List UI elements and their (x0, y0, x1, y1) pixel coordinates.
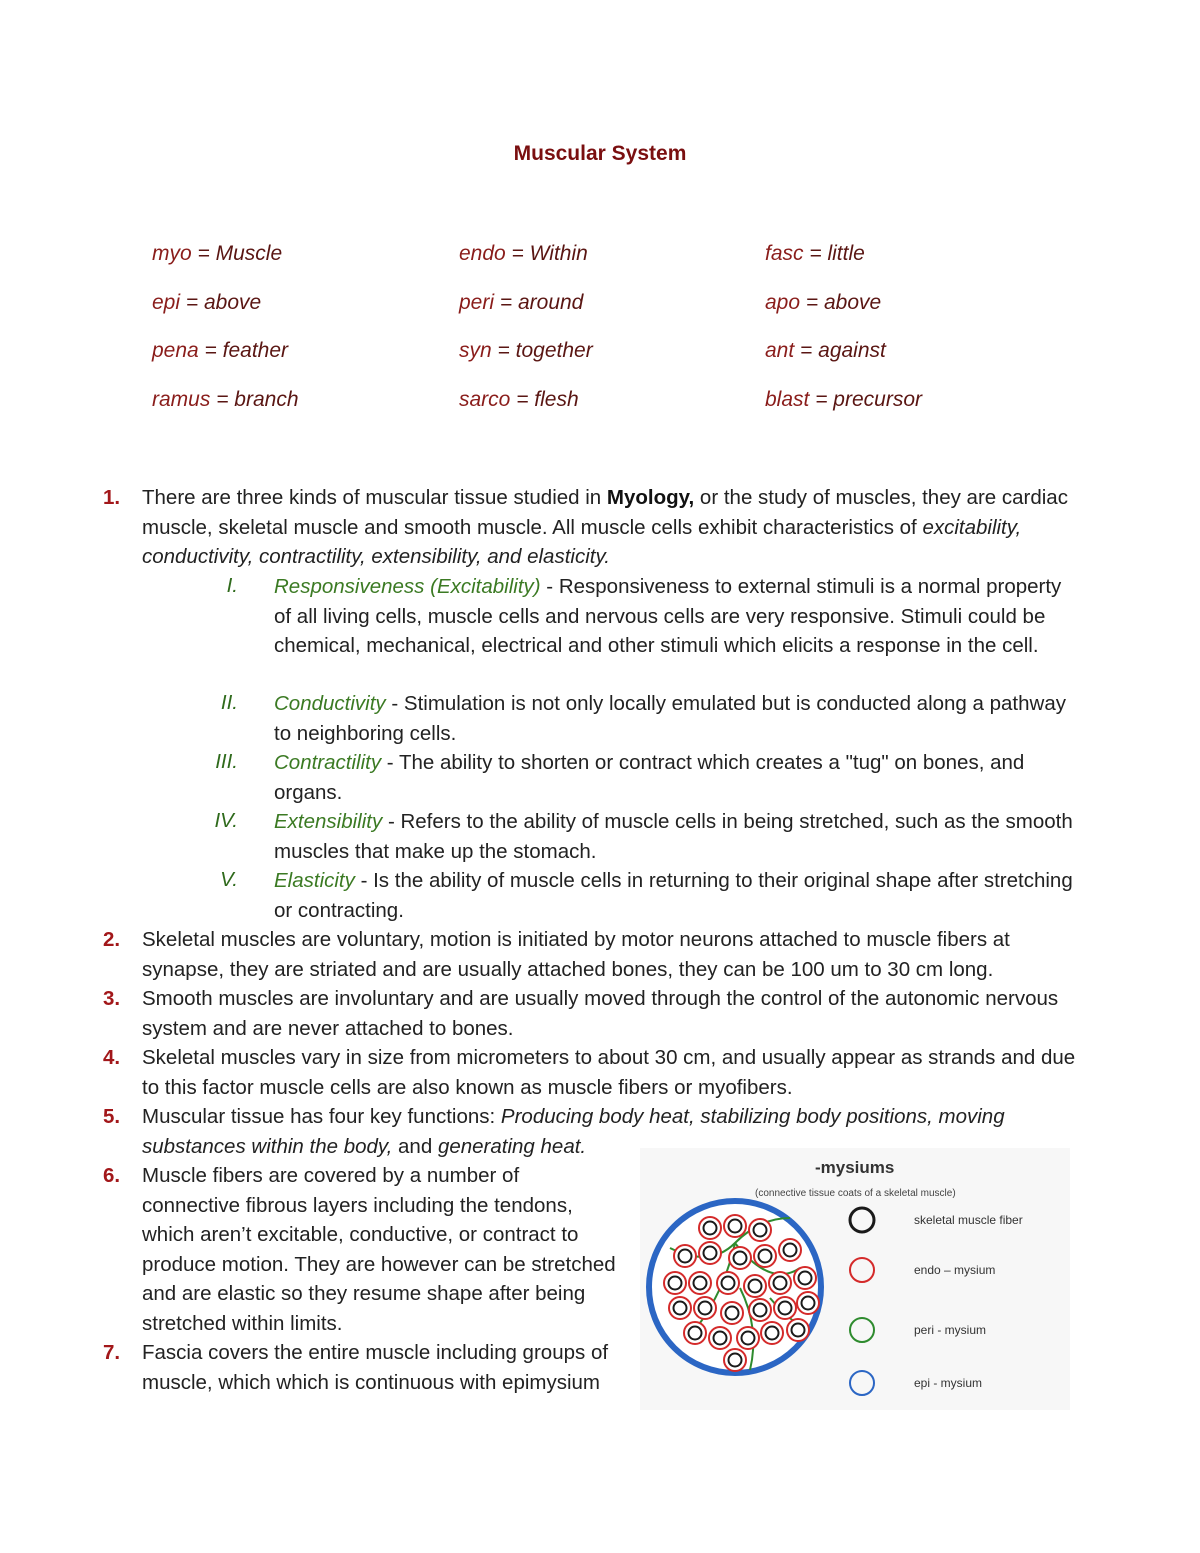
prefix-entry: ant = against (765, 339, 886, 362)
endomysium-circle (797, 1292, 819, 1314)
endomysium-circle (779, 1239, 801, 1261)
roman-numeral: II. (220, 691, 238, 714)
endomysium-circle (717, 1272, 739, 1294)
endomysium-circle (737, 1327, 759, 1349)
figure-subtitle: (connective tissue coats of a skeletal muscle) (755, 1188, 956, 1199)
endomysium-circle (761, 1322, 783, 1344)
endomysium-circle (794, 1267, 816, 1289)
prefix-entry: fasc = little (765, 242, 865, 265)
prefix-entry: sarco = flesh (459, 388, 579, 411)
list-item-text: Smooth muscles are involuntary and are usually moved through the control of the autonomic nervous system and are never attached to bones. (142, 987, 1059, 1040)
prefix-entry: endo = Within (459, 242, 588, 265)
list-item-text: There are three kinds of muscular tissue studied in Myology, or the study of muscles, they are cardiac muscle, skeletal muscle and smooth muscle. All muscle cells exhibit characteristics of excitability, conductivity, contractility, extensibility, and elasticity. (142, 486, 1068, 569)
prefix-entry: myo = Muscle (152, 242, 283, 265)
list-number: 1. (103, 486, 121, 509)
list-number: 4. (103, 1046, 121, 1069)
endomysium-circle (664, 1272, 686, 1294)
endomysium-circle (684, 1322, 706, 1344)
page-title: Muscular System (513, 142, 687, 165)
roman-numeral: IV. (214, 809, 238, 832)
prefix-entry: epi = above (152, 291, 262, 314)
endomysium-circle (749, 1299, 771, 1321)
endomysium-circle (749, 1219, 771, 1241)
endomysium-circle (774, 1297, 796, 1319)
endomysium-circle (669, 1297, 691, 1319)
list-item-text: Skeletal muscles are voluntary, motion is initiated by motor neurons attached to muscle fibers at synapse, they are striated and are usually attached bones, they can be 100 um to 30 cm long. (142, 928, 1010, 981)
prefix-entry: apo = above (765, 291, 882, 314)
endomysium-circle (699, 1217, 721, 1239)
legend-label: skeletal muscle fiber (914, 1213, 1023, 1227)
roman-numeral: V. (220, 868, 238, 891)
endomysium-circle (754, 1245, 776, 1267)
endomysium-circle (699, 1242, 721, 1264)
prefix-entry: peri = around (459, 291, 584, 314)
roman-numeral: I. (226, 574, 238, 597)
prefix-entry: syn = together (459, 339, 593, 362)
sub-item-text: Responsiveness (Excitability) - Responsiveness to external stimuli is a normal property of all living cells, muscle cells and nervous cells are very responsive. Stimuli could be chemical, mechanical, electrical and other stimuli which elicits a response in the cell. (274, 575, 1062, 658)
sub-item-text: Extensibility - Refers to the ability of muscle cells in being stretched, such as the smooth muscles that make up the stomach. (274, 810, 1073, 863)
prefix-entry: pena = feather (152, 339, 289, 362)
list-item-text: Fascia covers the entire muscle including groups of muscle, which which is continuous with epimysium (142, 1341, 609, 1394)
prefix-entry: ramus = branch (152, 388, 299, 411)
endomysium-circle (694, 1297, 716, 1319)
legend-label: endo – mysium (914, 1263, 996, 1277)
sub-item-text: Conductivity - Stimulation is not only locally emulated but is conducted along a pathway to neighboring cells. (274, 692, 1066, 745)
list-item-text: Muscular tissue has four key functions: Producing body heat, stabilizing body positions, moving substances within the body, and generating heat. (142, 1105, 1005, 1158)
endomysium-circle (709, 1327, 731, 1349)
list-number: 3. (103, 987, 121, 1010)
endomysium-circle (769, 1272, 791, 1294)
list-number: 7. (103, 1341, 121, 1364)
endomysium-circle (787, 1319, 809, 1341)
list-number: 6. (103, 1164, 121, 1187)
endomysium-circle (744, 1275, 766, 1297)
endomysium-circle (724, 1215, 746, 1237)
endomysium-circle (721, 1302, 743, 1324)
list-number: 5. (103, 1105, 121, 1128)
list-item-text: Muscle fibers are covered by a number of connective fibrous layers including the tendons, which aren’t excitable, conductive, or contract to produce motion. They are however can be stretched and are elastic so they resume shape after being stretched within limits. (142, 1164, 616, 1335)
prefix-entry: blast = precursor (765, 388, 922, 411)
legend-label: peri - mysium (914, 1323, 987, 1337)
endomysium-circle (729, 1247, 751, 1269)
endomysium-circle (724, 1349, 746, 1371)
mysium-diagram (640, 1148, 1070, 1410)
legend-label: epi - mysium (914, 1376, 983, 1390)
figure-title: -mysiums (815, 1158, 895, 1177)
endomysium-circle (674, 1245, 696, 1267)
roman-numeral: III. (215, 750, 238, 773)
sub-item-text: Elasticity - Is the ability of muscle cells in returning to their original shape after stretching or contracting. (274, 869, 1073, 922)
mysium-figure (640, 1148, 1070, 1410)
endomysium-circle (689, 1272, 711, 1294)
list-number: 2. (103, 928, 121, 951)
sub-item-text: Contractility - The ability to shorten or contract which creates a "tug" on bones, and organs. (274, 751, 1025, 804)
list-item-text: Skeletal muscles vary in size from micrometers to about 30 cm, and usually appear as strands and due to this factor muscle cells are also known as muscle fibers or myofibers. (142, 1046, 1076, 1099)
